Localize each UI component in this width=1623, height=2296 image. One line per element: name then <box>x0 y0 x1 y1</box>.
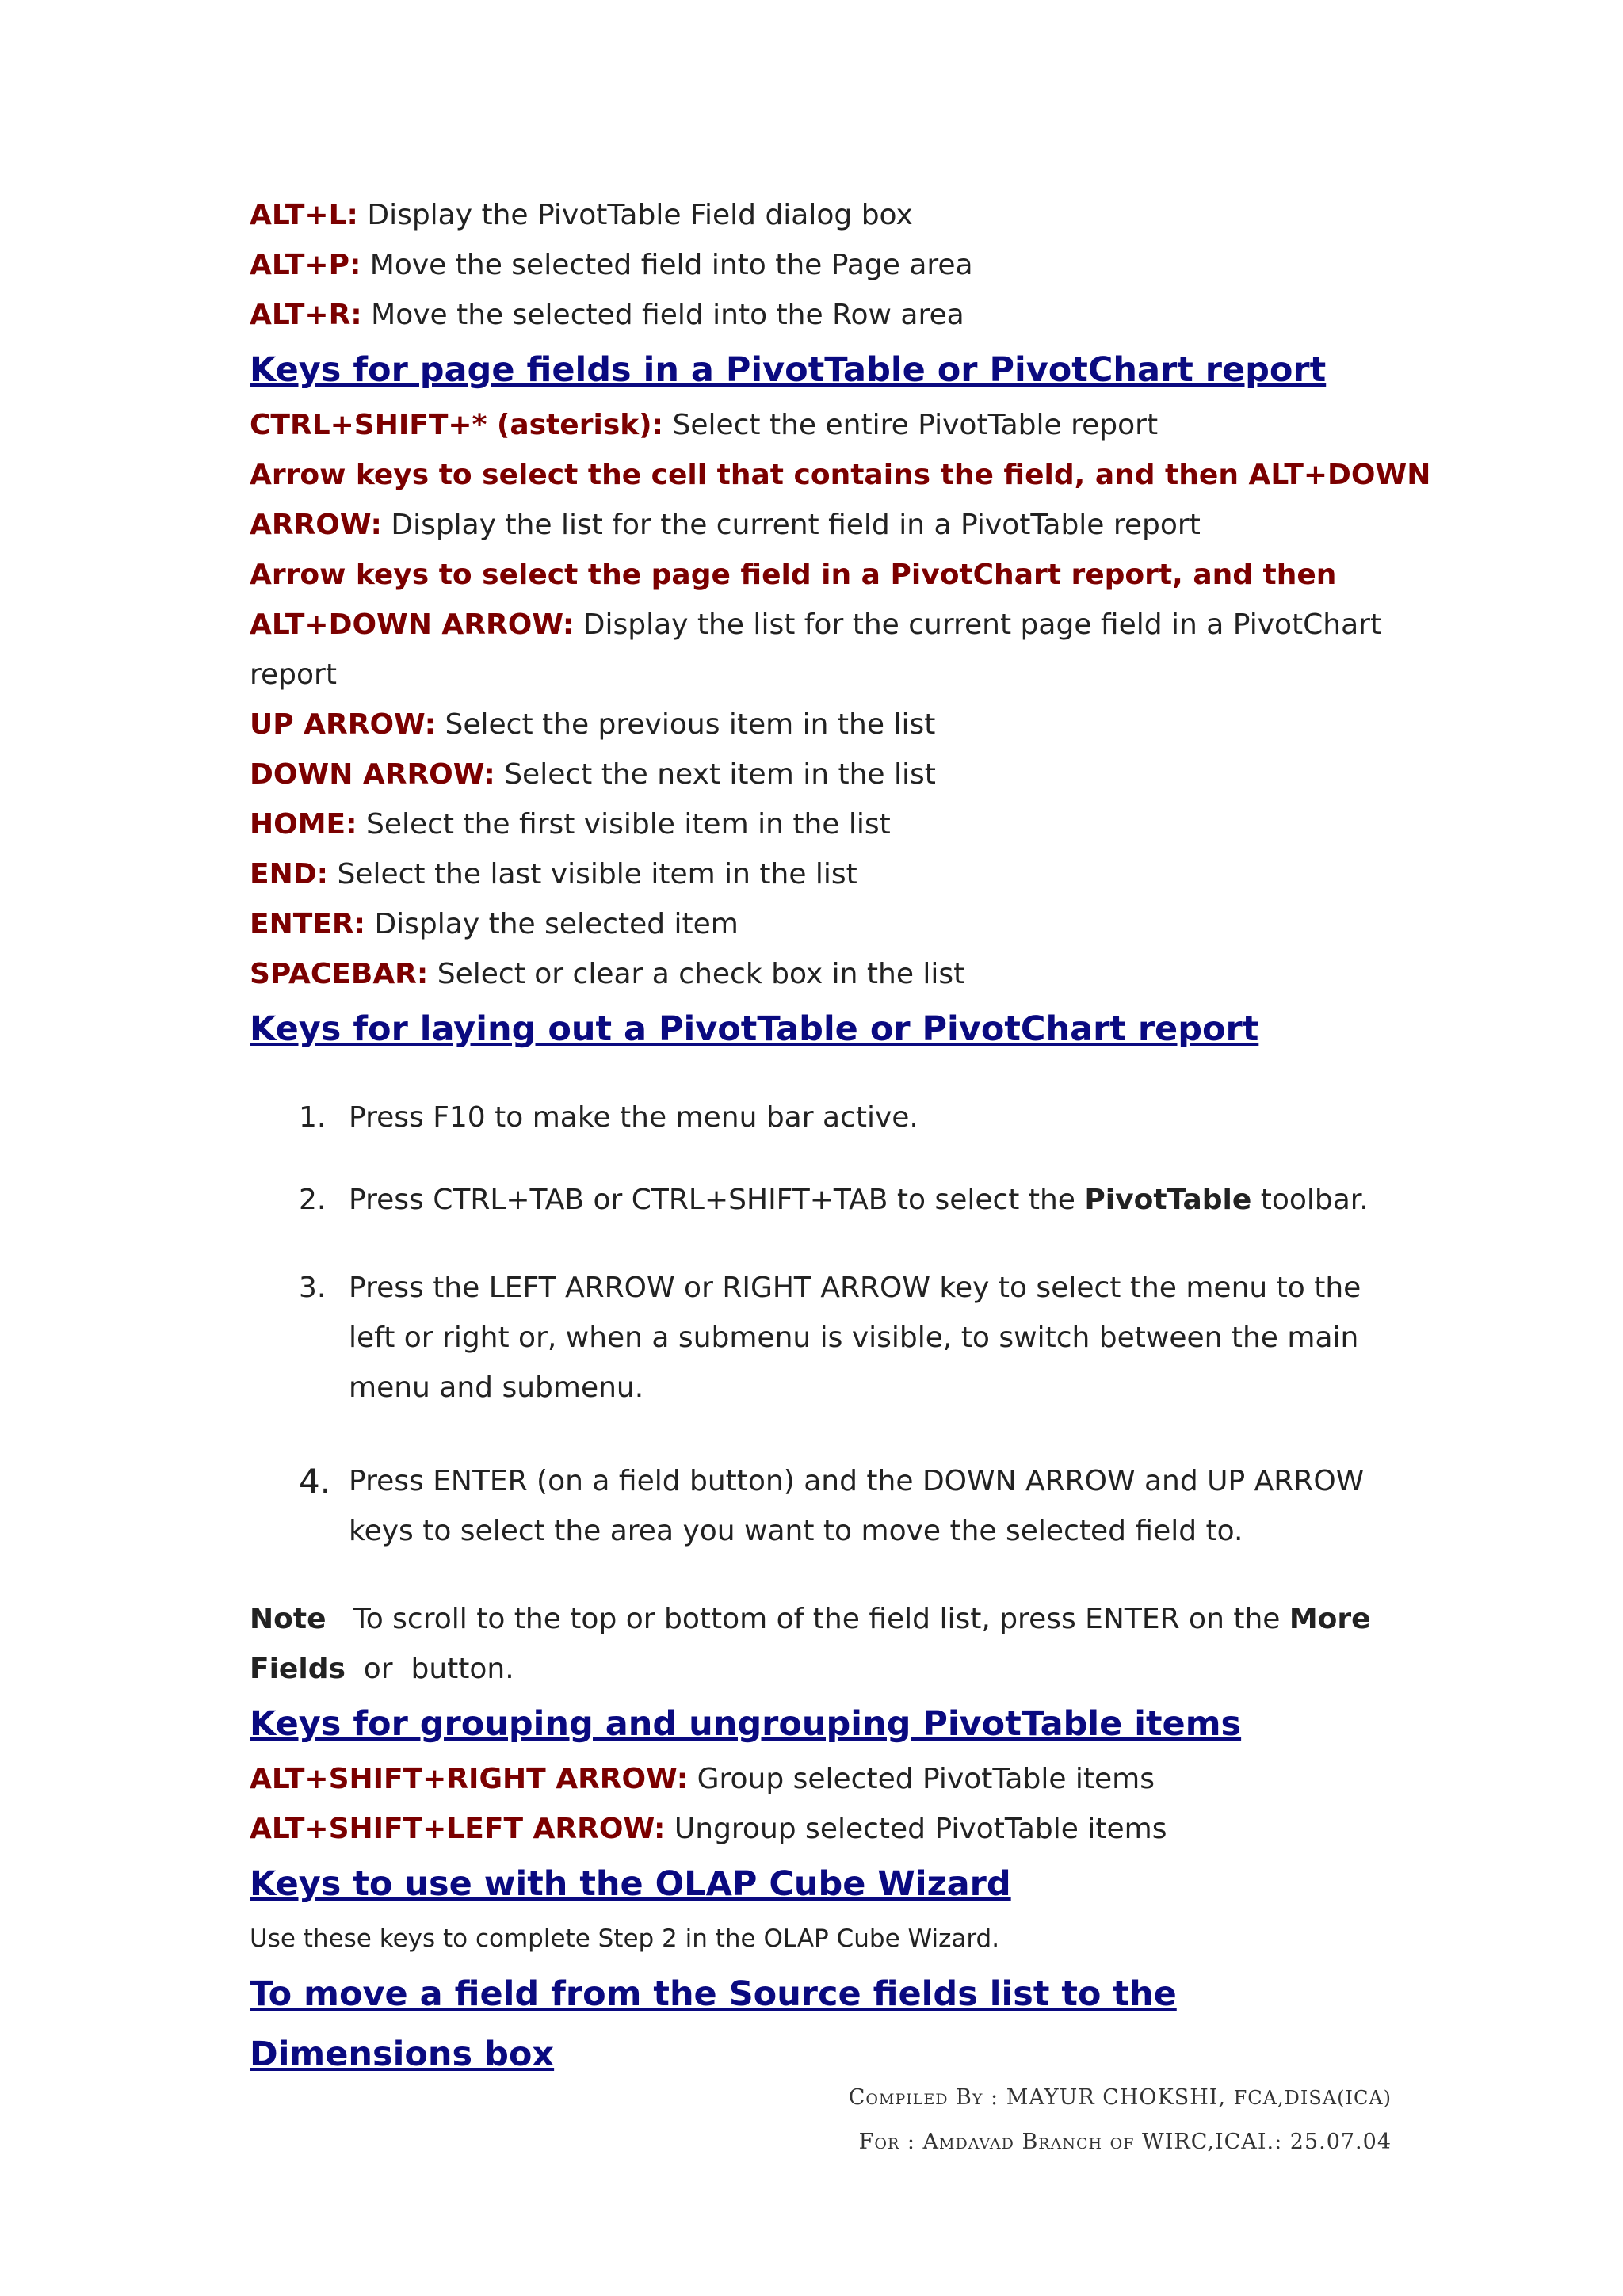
heading-page-fields: Keys for page fields in a PivotTable or PivotChart report <box>250 350 1327 390</box>
shortcut-alt-r <box>250 290 1391 340</box>
note-text: or button. <box>345 1653 514 1685</box>
shortcut-arrow-page-cont <box>250 600 1391 700</box>
olap-intro: Use these keys to complete Step 2 in the OLAP Cube Wizard. <box>250 1924 1000 1953</box>
note-text: To scroll to the top or bottom of the field list, press ENTER on the <box>326 1603 1289 1635</box>
note-bold-text: More Fields <box>250 1603 1371 1685</box>
footer-sep: : <box>983 2085 1006 2110</box>
step-4 <box>250 1456 1391 1556</box>
shortcut-desc: Move the selected field into the Row area <box>361 299 964 331</box>
footer-branch <box>859 2130 1392 2154</box>
step-text: Press F10 to make the menu bar active. <box>349 1101 918 1134</box>
shortcut-desc: Move the selected field into the Page area <box>361 249 973 281</box>
heading-grouping: Keys for grouping and ungrouping PivotTable items <box>250 1704 1242 1744</box>
footer-branch-name: Amdavad Branch of <box>922 2130 1135 2154</box>
footer-credentials: FCA,DISA(ICA) <box>1233 2087 1392 2109</box>
step-2 <box>250 1175 1391 1225</box>
step-number: 4. <box>299 1462 331 1501</box>
shortcut-key: ALT+R: <box>250 299 362 331</box>
shortcut-alt-shift-right <box>250 1754 1391 1804</box>
note-paragraph <box>250 1594 1391 1694</box>
shortcut-key: CTRL+SHIFT+* (asterisk): <box>250 409 664 441</box>
shortcut-home <box>250 799 1391 849</box>
layout-steps-list <box>250 1093 1391 1556</box>
footer-compiled-label: Compiled By <box>848 2085 983 2110</box>
shortcut-end <box>250 849 1391 899</box>
shortcut-desc: Select the first visible item in the list <box>357 808 891 841</box>
shortcut-arrow-cell <box>250 450 1431 500</box>
shortcut-spacebar <box>250 949 1391 999</box>
heading-layout: Keys for laying out a PivotTable or PivotChart report <box>250 1009 1259 1049</box>
step-text: Press CTRL+TAB or CTRL+SHIFT+TAB to select the <box>349 1184 1085 1216</box>
footer-compiled-by <box>849 2085 1392 2110</box>
step-text: Press ENTER (on a field button) and the DOWN ARROW and UP ARROW keys to select the area you want to move the selected field to. <box>349 1465 1365 1547</box>
shortcut-key: UP ARROW: <box>250 708 437 741</box>
shortcut-desc: Select the next item in the list <box>495 758 936 791</box>
heading-move-field: To move a field from the Source fields list to the Dimensions box <box>250 1974 1177 2074</box>
step-3 <box>250 1263 1391 1413</box>
step-number: 1. <box>299 1101 327 1134</box>
shortcut-alt-l <box>250 190 1391 240</box>
shortcut-alt-shift-left <box>250 1804 1391 1854</box>
step-1 <box>250 1093 1391 1142</box>
shortcut-desc: Select the last visible item in the list <box>328 858 857 891</box>
shortcut-desc: Display the selected item <box>365 908 739 940</box>
shortcut-key: Arrow keys to select the cell that contains the field, and then ALT+DOWN <box>250 459 1431 491</box>
shortcut-up-arrow <box>250 700 1391 749</box>
shortcut-alt-p <box>250 240 1391 290</box>
shortcut-key: ALT+SHIFT+RIGHT ARROW: <box>250 1763 689 1795</box>
shortcut-desc: Group selected PivotTable items <box>688 1763 1155 1795</box>
step-number: 3. <box>299 1272 327 1304</box>
shortcut-desc: Display the PivotTable Field dialog box <box>357 199 913 231</box>
shortcut-desc: Select or clear a check box in the list <box>428 958 965 990</box>
shortcut-desc: Ungroup selected PivotTable items <box>665 1813 1167 1845</box>
shortcut-key: ALT+L: <box>250 199 358 231</box>
footer-sep: : <box>899 2130 923 2154</box>
document-body <box>250 190 1431 2084</box>
shortcut-arrow-cell-cont <box>250 500 1391 550</box>
shortcut-key: ARROW: <box>250 509 382 541</box>
note-label: Note <box>250 1603 327 1635</box>
footer-for-label: For <box>858 2130 900 2154</box>
shortcut-ctrl-shift-asterisk <box>250 400 1391 450</box>
shortcut-enter <box>250 899 1391 949</box>
step-bold-text: PivotTable <box>1084 1184 1252 1216</box>
shortcut-key: ENTER: <box>250 908 365 940</box>
heading-olap: Keys to use with the OLAP Cube Wizard <box>250 1864 1011 1904</box>
shortcut-key: ALT+DOWN ARROW: <box>250 608 575 641</box>
shortcut-desc: Display the list for the current field in a PivotTable report <box>381 509 1201 541</box>
shortcut-desc: Display the list for the current page field in a PivotChart report <box>250 608 1382 691</box>
footer-org: WIRC,ICAI.: 25.07.04 <box>1134 2130 1392 2154</box>
shortcut-arrow-page <box>250 550 1391 600</box>
shortcut-key: ALT+P: <box>250 249 361 281</box>
shortcut-key: SPACEBAR: <box>250 958 429 990</box>
shortcut-key: HOME: <box>250 808 357 841</box>
shortcut-down-arrow <box>250 749 1391 799</box>
step-number: 2. <box>299 1184 327 1216</box>
shortcut-key: DOWN ARROW: <box>250 758 495 791</box>
footer-author: MAYUR CHOKSHI, <box>1006 2085 1234 2110</box>
step-text: Press the LEFT ARROW or RIGHT ARROW key to select the menu to the left or right or, when a submenu is visible, to switch between the main menu and submenu. <box>349 1272 1361 1404</box>
step-text: toolbar. <box>1251 1184 1369 1216</box>
shortcut-key: END: <box>250 858 328 891</box>
shortcut-desc: Select the entire PivotTable report <box>663 409 1159 441</box>
shortcut-key: Arrow keys to select the page field in a PivotChart report, and then <box>250 559 1337 591</box>
shortcut-desc: Select the previous item in the list <box>436 708 936 741</box>
shortcut-key: ALT+SHIFT+LEFT ARROW: <box>250 1813 666 1845</box>
